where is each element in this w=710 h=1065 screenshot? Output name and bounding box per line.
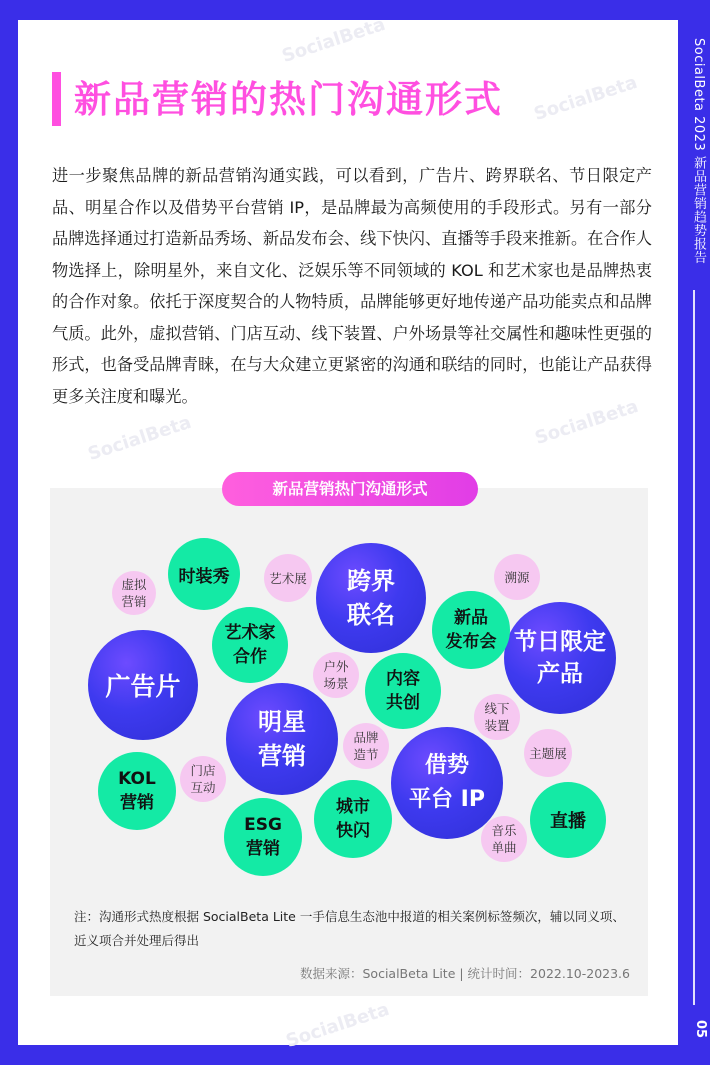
watermark: SocialBeta (532, 395, 641, 450)
watermark: SocialBeta (283, 998, 392, 1053)
bubble-fashion-show: 时装秀 (168, 538, 240, 610)
bubble-origin: 溯源 (494, 554, 540, 600)
bubble-theme-exhibition: 主题展 (524, 729, 572, 777)
bubble-virtual: 虚拟 营销 (112, 571, 156, 615)
bubble-celebrity: 明星 营销 (226, 683, 338, 795)
chart-title: 新品营销热门沟通形式 (222, 472, 478, 506)
side-strip (678, 20, 710, 1045)
bubble-launch-event: 新品 发布会 (432, 591, 510, 669)
bubble-ad-film: 广告片 (88, 630, 198, 740)
bubble-art-exhibition: 艺术展 (264, 554, 312, 602)
bubble-platform-ip: 借势 平台 IP (391, 727, 503, 839)
bubble-offline-install: 线下 装置 (474, 694, 520, 740)
bubble-kol: KOL 营销 (98, 752, 176, 830)
bubble-city-popup: 城市 快闪 (314, 780, 392, 858)
watermark: SocialBeta (85, 411, 194, 466)
title-accent-bar (52, 72, 61, 126)
bubble-esg: ESG 营销 (224, 798, 302, 876)
bubble-outdoor: 户外 场景 (313, 652, 359, 698)
report-title-vertical: SocialBeta 2023 新品营销趋势报告 (691, 38, 706, 264)
bubble-artist-collab: 艺术家 合作 (212, 607, 288, 683)
chart-note: 注：沟通形式热度根据 SocialBeta Lite 一手信息生态池中报道的相关案例标签频次，辅以同义项、近义项合并处理后得出 (74, 909, 625, 948)
bubble-crossover: 跨界 联名 (316, 543, 426, 653)
watermark: SocialBeta (531, 71, 640, 126)
bubble-livestream: 直播 (530, 782, 606, 858)
page-title: 新品营销的热门沟通形式 (74, 78, 503, 121)
data-source: 数据来源：SocialBeta Lite | 统计时间：2022.10-2023.6 (300, 966, 630, 981)
page-number: 05 (693, 1020, 708, 1039)
body-paragraph: 进一步聚焦品牌的新品营销沟通实践，可以看到，广告片、跨界联名、节日限定产品、明星合作以及借势平台营销 IP，是品牌最为高频使用的手段形式。另有一部分品牌选择通过打造新品秀场、新品发布会、线下快闪、直播等手段来推新。在合作人物选择上，除明星外，来自文化、泛娱乐等不同领域的 KOL 和艺术家也是品牌热衷的合作对象。依托于深度契合的人物特质，品牌能够更好地传递产品功能卖点和品牌气质。此外，虚拟营销、门店互动、线下装置、户外场景等社交属性和趣味性更强的形式，也备受品牌青睐，在与大众建立更紧密的沟通和联结的同时，也能让产品获得更多关注度和曝光。 (52, 166, 652, 406)
side-divider (693, 290, 695, 1005)
bubble-music-single: 音乐 单曲 (481, 816, 527, 862)
bubble-brand-festival: 品牌 造节 (343, 723, 389, 769)
watermark: SocialBeta (279, 13, 388, 68)
bubble-holiday-limited: 节日限定 产品 (504, 602, 616, 714)
bubble-store-interaction: 门店 互动 (180, 756, 226, 802)
bubble-content-cocreate: 内容 共创 (365, 653, 441, 729)
